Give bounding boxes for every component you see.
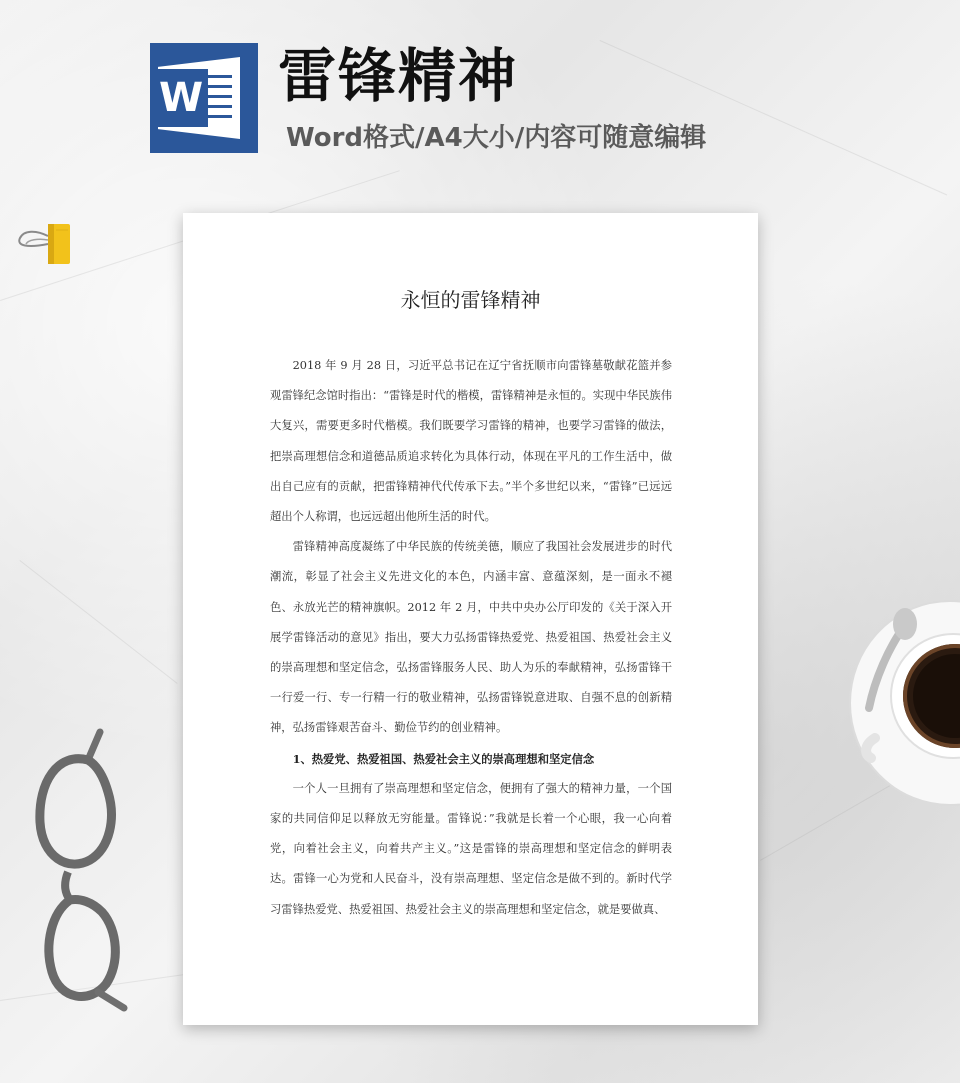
paragraph: 2018 年 9 月 28 日，习近平总书记在辽宁省抚顺市向雷锋墓敬献花篮并参观雷锋纪念馆时指出：“雷锋是时代的楷模，雷锋精神是永恒的。实现中华民族伟大复兴，需要更多时代楷模。我们既要学习雷锋的精神，也要学习雷锋的做法，把崇高理想信念和道德品质追求转化为具体行动，体现在平凡的工作生活中，做出自己应有的贡献，把雷锋精神代代传承下去。”半个多世纪以来，“雷锋”已远远超出个人称谓，也远远超出他所生活的时代。 bbox=[270, 359, 672, 524]
marble-vein bbox=[19, 560, 177, 684]
document-body bbox=[270, 351, 672, 925]
document-page bbox=[183, 213, 758, 1025]
header-title: 雷锋精神 bbox=[278, 42, 519, 110]
header-subtitle: Word格式/A4大小/内容可随意编辑 bbox=[286, 123, 707, 153]
word-app-icon bbox=[150, 43, 258, 153]
paragraph: 一个人一旦拥有了崇高理想和坚定信念，便拥有了强大的精神力量，一个国家的共同信仰足以释放无穷能量。雷锋说：”我就是长着一个心眼，我一心向着党，向着社会主义，向着共产主义。”这是雷锋的崇高理想和坚定信念的鲜明表达。雷锋一心为党和人民奋斗，没有崇高理想、坚定信念是做不到的。新时代学习雷锋热爱党、热爱祖国、热爱社会主义的崇高理想和坚定信念，就是要做真、 bbox=[270, 781, 672, 916]
binder-clip-icon bbox=[14, 218, 74, 268]
eyeglasses-icon bbox=[28, 722, 148, 1012]
section-heading: 1、热爱党、热爱祖国、热爱社会主义的崇高理想和坚定信念 bbox=[292, 751, 595, 766]
word-icon-letter: W bbox=[154, 69, 208, 127]
coffee-cup-icon bbox=[845, 598, 960, 813]
paragraph: 雷锋精神高度凝练了中华民族的传统美德，顺应了我国社会发展进步的时代潮流，彰显了社会主义先进文化的本色，内涵丰富、意蕴深刻，是一面永不褪色、永放光芒的精神旗帜。2012 年 2 月，中共中央办公厅印发的《关于深入开展学雷锋活动的意见》指出，要大力弘扬雷锋热爱党、热爱祖国、热爱社会主义的崇高理想和坚定信念，弘扬雷锋服务人民、助人为乐的奉献精神，弘扬雷锋干一行爱一行、专一行精一行的敬业精神，弘扬雷锋锐意进取、自强不息的创新精神，弘扬雷锋艰苦奋斗、勤俭节约的创业精神。 bbox=[270, 540, 672, 735]
document-title: 永恒的雷锋精神 bbox=[400, 288, 541, 312]
